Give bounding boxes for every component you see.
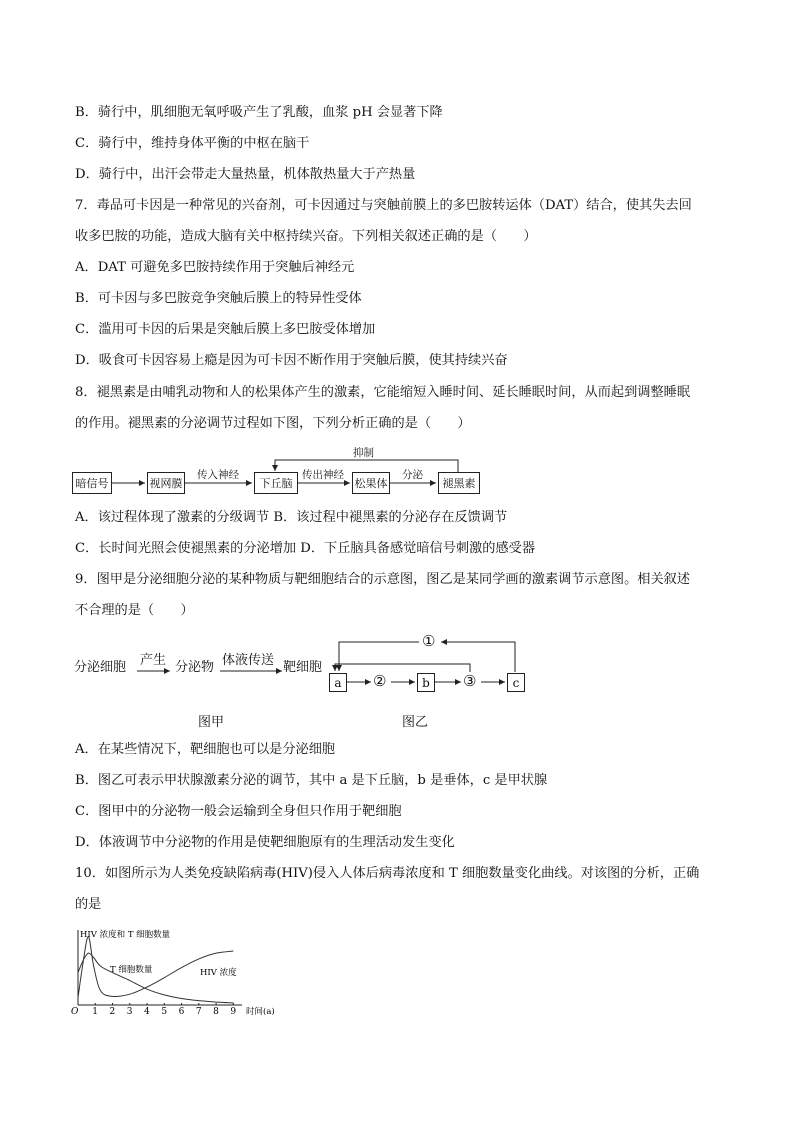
q9-stem-line2: 不合理的是（ ）: [75, 603, 194, 618]
hiv-chart-svg: [70, 925, 285, 1015]
q10-chart: [70, 925, 285, 1015]
q8-stem-line1: 8．褪黑素是由哺乳动物和人的松果体产生的激素，它能缩短入睡时间、延长睡眠时间，从而起到调整睡眠: [75, 385, 691, 400]
yi-circle-2: ②: [373, 672, 387, 690]
jia-secretion: 分泌物: [175, 660, 215, 675]
q7-stem-line2: 收多巴胺的功能，造成大脑有关中枢持续兴奋。下列相关叙述正确的是（ ）: [75, 229, 537, 244]
x-tick-label: 2: [109, 1007, 116, 1015]
label-secretion: 分泌: [402, 469, 423, 481]
q10-stem-line1: 10．如图所示为人类免疫缺陷病毒(HIV)侵入人体后病毒浓度和 T 细胞数量变化曲线。对该图的分析，正确: [75, 866, 700, 881]
q9-option-c: C．图甲中的分泌物一般会运输到全身但只作用于靶细胞: [75, 804, 402, 819]
yi-box-b: b: [417, 673, 435, 692]
t-cell-label: T 细胞数量: [110, 965, 153, 975]
jia-target-cell: 靶细胞: [283, 660, 323, 675]
x-tick-label: 9: [230, 1007, 237, 1015]
box-pineal: 松果体: [352, 472, 390, 494]
x-tick-label: 3: [126, 1007, 133, 1015]
jia-produce-label: 产生: [140, 653, 167, 668]
x-tick-label: 4: [144, 1007, 150, 1015]
x-tick-label: 7: [195, 1007, 202, 1015]
q8-stem-line2: 的作用。褪黑素的分泌调节过程如下图，下列分析正确的是（ ）: [75, 416, 471, 431]
q9-option-b: B．图乙可表示甲状腺激素分泌的调节，其中 a 是下丘脑，b 是垂体，c 是甲状腺: [75, 773, 548, 788]
q8-options-cd: C．长时间光照会使褪黑素的分泌增加 D．下丘脑具备感觉暗信号刺激的感受器: [75, 541, 536, 556]
yi-circle-1: ①: [422, 632, 436, 650]
box-retina: 视网膜: [147, 472, 185, 494]
label-inhibition: 抑制: [353, 447, 374, 459]
q9-figure-yi: [325, 628, 540, 698]
yi-box-a: a: [329, 673, 347, 692]
q7-stem-line1: 7．毒品可卡因是一种常见的兴奋剂，可卡因通过与突触前膜上的多巴胺转运体（DAT）结合，使其失去回: [75, 198, 692, 213]
q9-option-d: D．体液调节中分泌物的作用是使靶细胞原有的生理活动发生变化: [75, 835, 455, 850]
box-dark-signal: 暗信号: [72, 472, 112, 494]
hiv-label: HIV 浓度: [200, 968, 237, 978]
q6-option-b: B．骑行中，肌细胞无氧呼吸产生了乳酸，血浆 pH 会显著下降: [75, 105, 443, 120]
q9-stem-line1: 9．图甲是分泌细胞分泌的某种物质与靶细胞结合的示意图，图乙是某同学画的激素调节示意图。相关叙述: [75, 572, 691, 587]
jia-body-fluid-label: 体液传送: [222, 653, 275, 668]
box-melatonin: 褪黑素: [438, 472, 480, 494]
q7-option-b: B．可卡因与多巴胺竞争突触后膜上的特异性受体: [75, 291, 362, 306]
q9-option-a: A．在某些情况下，靶细胞也可以是分泌细胞: [75, 742, 336, 757]
label-afferent-nerve: 传入神经: [197, 469, 239, 481]
yi-caption: 图乙: [402, 715, 429, 730]
x-tick-label: 6: [178, 1007, 185, 1015]
q6-option-d: D．骑行中，出汗会带走大量热量，机体散热量大于产热量: [75, 167, 416, 182]
x-tick-label: 5: [161, 1007, 168, 1015]
label-efferent-nerve: 传出神经: [302, 469, 344, 481]
jia-caption: 图甲: [198, 715, 225, 730]
q7-option-a: A．DAT 可避免多巴胺持续作用于突触后神经元: [75, 260, 355, 275]
x-tick-label: 8: [213, 1007, 219, 1015]
q9-figure-jia: [70, 645, 330, 685]
q7-option-c: C．滥用可卡因的后果是突触后膜上多巴胺受体增加: [75, 322, 376, 337]
yi-circle-3: ③: [463, 672, 477, 690]
jia-secretory-cell: 分泌细胞: [74, 660, 127, 675]
origin-label: O: [71, 1007, 79, 1015]
q7-option-d: D．吸食可卡因容易上瘾是因为可卡因不断作用于突触后膜，使其持续兴奋: [75, 353, 508, 368]
yi-box-c: c: [507, 673, 525, 692]
y-axis-label: HIV 浓度和 T 细胞数量: [80, 930, 171, 940]
x-axis-label: 时间(a): [246, 1007, 275, 1015]
q6-option-c: C．骑行中，维持身体平衡的中枢在脑干: [75, 136, 310, 151]
x-tick-label: 1: [92, 1007, 98, 1015]
q8-options-ab: A．该过程体现了激素的分级调节 B．该过程中褪黑素的分泌存在反馈调节: [75, 510, 508, 525]
q10-stem-line2: 的是: [75, 897, 102, 912]
box-hypothalamus: 下丘脑: [254, 472, 298, 494]
q8-diagram: [70, 440, 490, 500]
